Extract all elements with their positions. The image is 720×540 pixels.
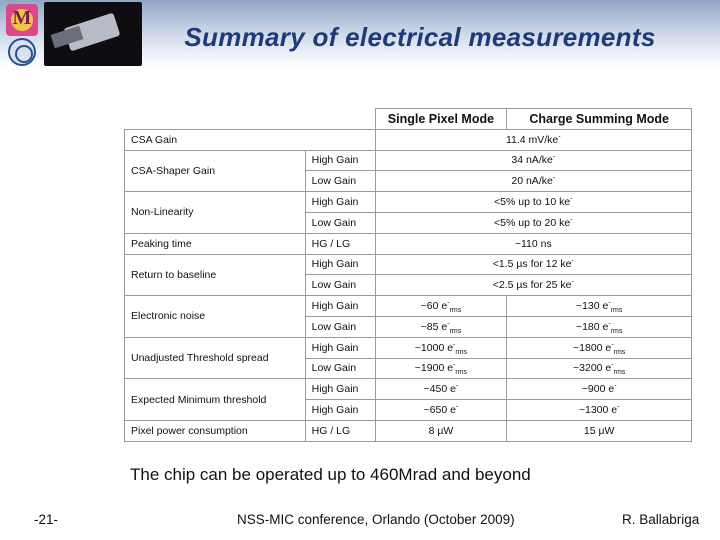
value-cell: ~130 $e^-_{rms}$ [507, 296, 692, 317]
value-cell: ~650 e- [375, 400, 507, 421]
mode-cell: Low Gain [305, 212, 375, 233]
mode-cell: High Gain [305, 192, 375, 213]
mode-cell: Low Gain [305, 171, 375, 192]
mode-cell: High Gain [305, 400, 375, 421]
param-label: Expected Minimum threshold [125, 379, 306, 421]
mode-cell: High Gain [305, 296, 375, 317]
value-cell: 15 µW [507, 420, 692, 441]
value-cell: ~1900 $e^-_{rms}$ [375, 358, 507, 379]
value-cell: 34 nA/ke- [375, 150, 691, 171]
value-cell: 11.4 mV/ke- [375, 129, 691, 150]
param-label: CSA-Shaper Gain [125, 150, 306, 192]
param-label: CSA Gain [125, 129, 376, 150]
cern-logo-ring [15, 45, 33, 63]
value-cell: ~900 e- [507, 379, 692, 400]
table-row [125, 296, 692, 317]
value-cell: ~3200 $e^-_{rms}$ [507, 358, 692, 379]
param-label: Electronic noise [125, 296, 306, 338]
param-label: Unadjusted Threshold spread [125, 337, 306, 379]
table-row [125, 420, 692, 441]
value-cell: ~60 $e^-_{rms}$ [375, 296, 507, 317]
value-cell: <5% up to 10 ke- [375, 192, 691, 213]
mode-cell: High Gain [305, 150, 375, 171]
value-cell: ~180 $e^-_{rms}$ [507, 316, 692, 337]
param-label: Pixel power consumption [125, 420, 306, 441]
cern-logo [8, 38, 36, 66]
col-header-charge-summing: Charge Summing Mode [507, 109, 692, 130]
mode-cell: Low Gain [305, 316, 375, 337]
slide-title: Summary of electrical measurements [184, 22, 656, 52]
param-label: Return to baseline [125, 254, 306, 296]
value-cell: <2.5 µs for 25 ke- [375, 275, 691, 296]
value-cell: 20 nA/ke- [375, 171, 691, 192]
mode-cell: HG / LG [305, 420, 375, 441]
value-cell: <1.5 µs for 12 ke- [375, 254, 691, 275]
conference-label: NSS-MIC conference, Orlando (October 2009) [237, 512, 515, 527]
mode-cell: High Gain [305, 379, 375, 400]
table-row [125, 233, 692, 254]
value-cell: <5% up to 20 ke- [375, 212, 691, 233]
value-cell: ~85 $e^-_{rms}$ [375, 316, 507, 337]
table-row [125, 254, 692, 275]
mode-cell: High Gain [305, 337, 375, 358]
mode-cell: Low Gain [305, 275, 375, 296]
value-cell: ~1000 $e^-_{rms}$ [375, 337, 507, 358]
table-row [125, 129, 692, 150]
mode-cell: Low Gain [305, 358, 375, 379]
medipix-logo [6, 4, 38, 36]
table-row [125, 337, 692, 358]
measurements-table [124, 108, 692, 442]
col-header-single-pixel: Single Pixel Mode [375, 109, 507, 130]
param-label: Non-Linearity [125, 192, 306, 234]
table-row [125, 150, 692, 171]
radiation-note: The chip can be operated up to 460Mrad and beyond [130, 465, 531, 484]
mode-cell: High Gain [305, 254, 375, 275]
page-number: -21- [34, 512, 59, 527]
value-cell: ~110 ns [375, 233, 691, 254]
value-cell: 8 µW [375, 420, 507, 441]
value-cell: ~1300 e- [507, 400, 692, 421]
mode-cell: HG / LG [305, 233, 375, 254]
param-label: Peaking time [125, 233, 306, 254]
table-row [125, 192, 692, 213]
table-header-row [125, 109, 692, 130]
value-cell: ~450 e- [375, 379, 507, 400]
medipix-logo-mark: M [12, 7, 32, 29]
table-row [125, 379, 692, 400]
chip-photo [44, 2, 142, 66]
value-cell: ~1800 $e^-_{rms}$ [507, 337, 692, 358]
author-label: R. Ballabriga [622, 512, 700, 527]
